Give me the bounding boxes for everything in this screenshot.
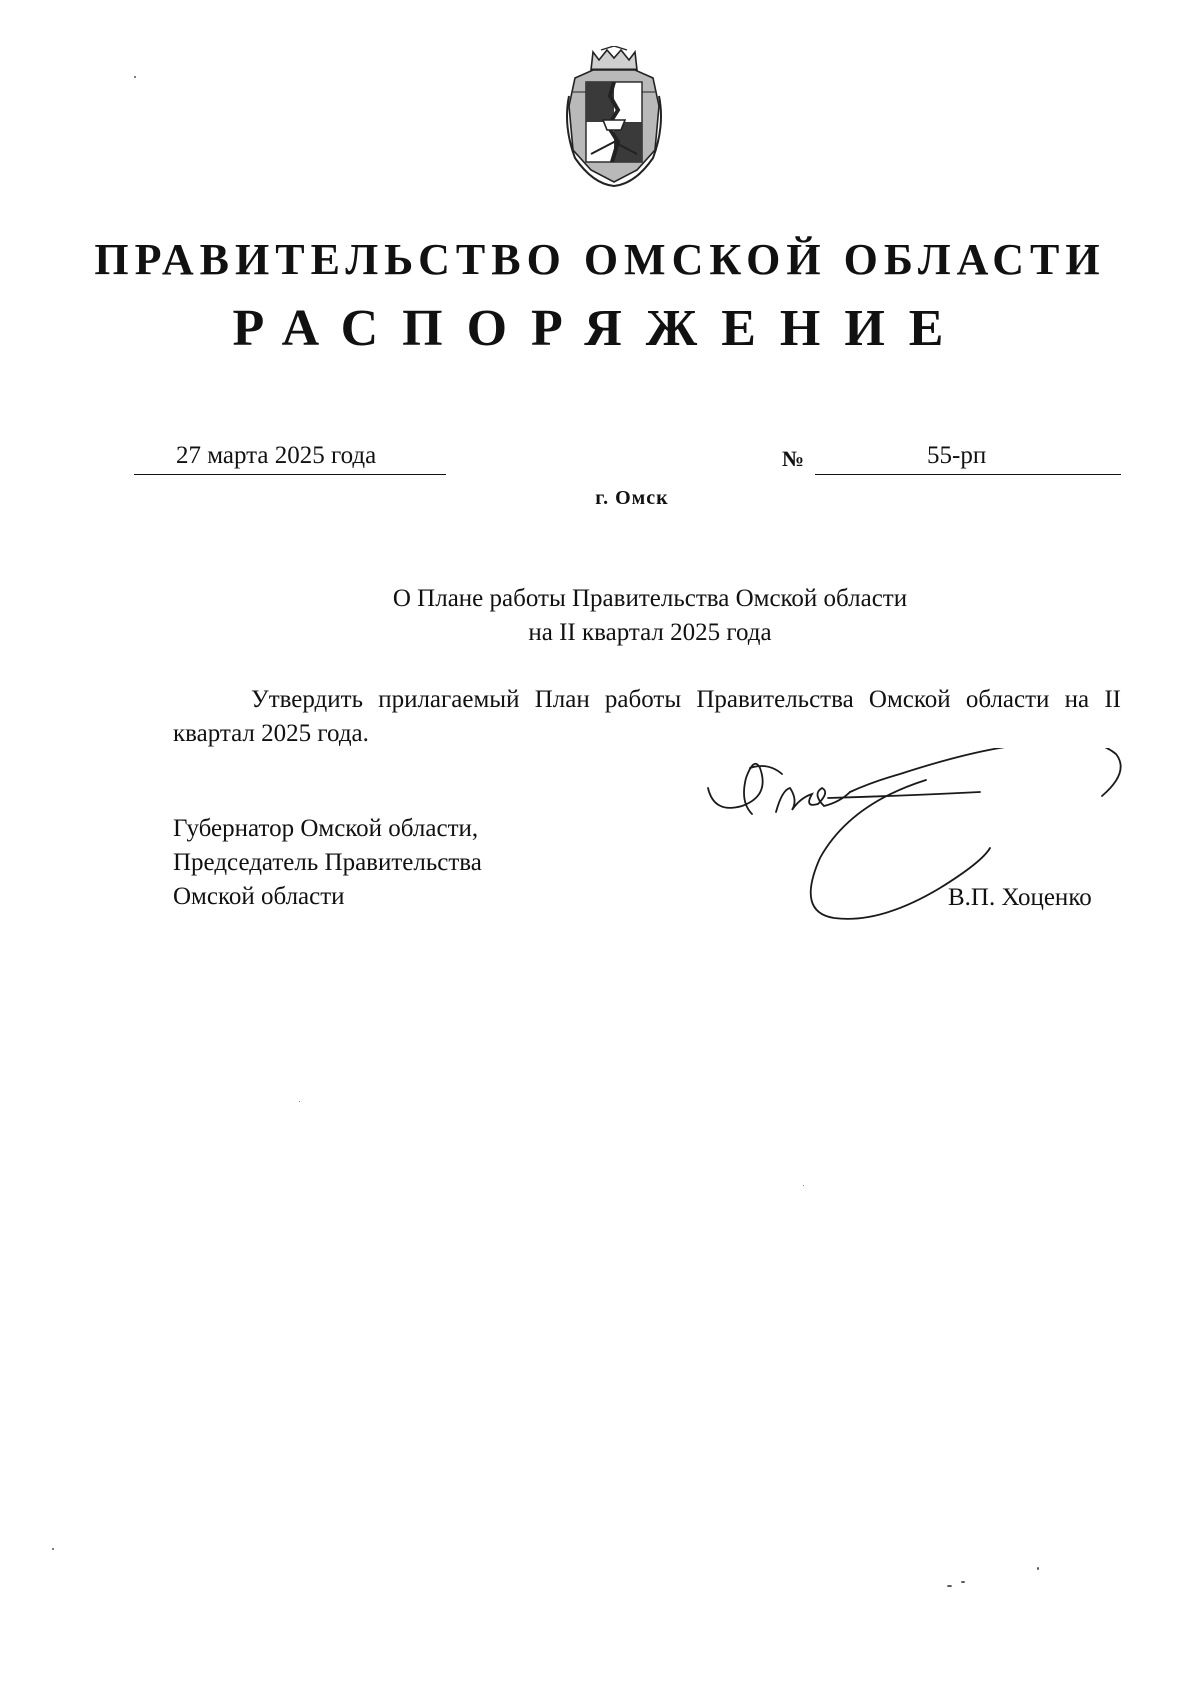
scan-speck [134, 76, 136, 78]
organization-name: ПРАВИТЕЛЬСТВО ОМСКОЙ ОБЛАСТИ [94, 235, 1106, 284]
document-date: 27 марта 2025 года [176, 442, 377, 469]
position-line-3: Омской области [173, 883, 345, 910]
scan-speck [1037, 1567, 1039, 1570]
document-number: 55-рп [927, 442, 987, 469]
number-sign: № [782, 446, 805, 471]
document-body: Утвердить прилагаемый План работы Правительства Омской области на II квартал 2025 года. [173, 686, 1121, 747]
document-type-title: РАСПОРЯЖЕНИЕ [232, 300, 968, 357]
signatory-position [173, 812, 482, 914]
scan-speck [961, 1581, 965, 1583]
subject-line-2: на II квартал 2025 года [528, 619, 772, 646]
issue-city: г. Омск [595, 487, 669, 509]
position-line-1: Губернатор Омской области, [173, 815, 479, 842]
scan-speck [299, 1101, 300, 1102]
document-number-field [815, 438, 1121, 475]
scan-speck [803, 1185, 804, 1186]
signature-icon [700, 748, 1130, 958]
coat-of-arms-icon [563, 46, 665, 188]
subject-line-1: О Плане работы Правительства Омской области [392, 585, 908, 612]
signatory-name: В.П. Хоценко [948, 884, 1092, 911]
document-subject [335, 582, 965, 650]
position-line-2: Председатель Правительства [173, 849, 482, 876]
scan-speck [947, 1585, 952, 1587]
document-date-field [134, 438, 446, 475]
scan-speck [52, 1548, 54, 1550]
